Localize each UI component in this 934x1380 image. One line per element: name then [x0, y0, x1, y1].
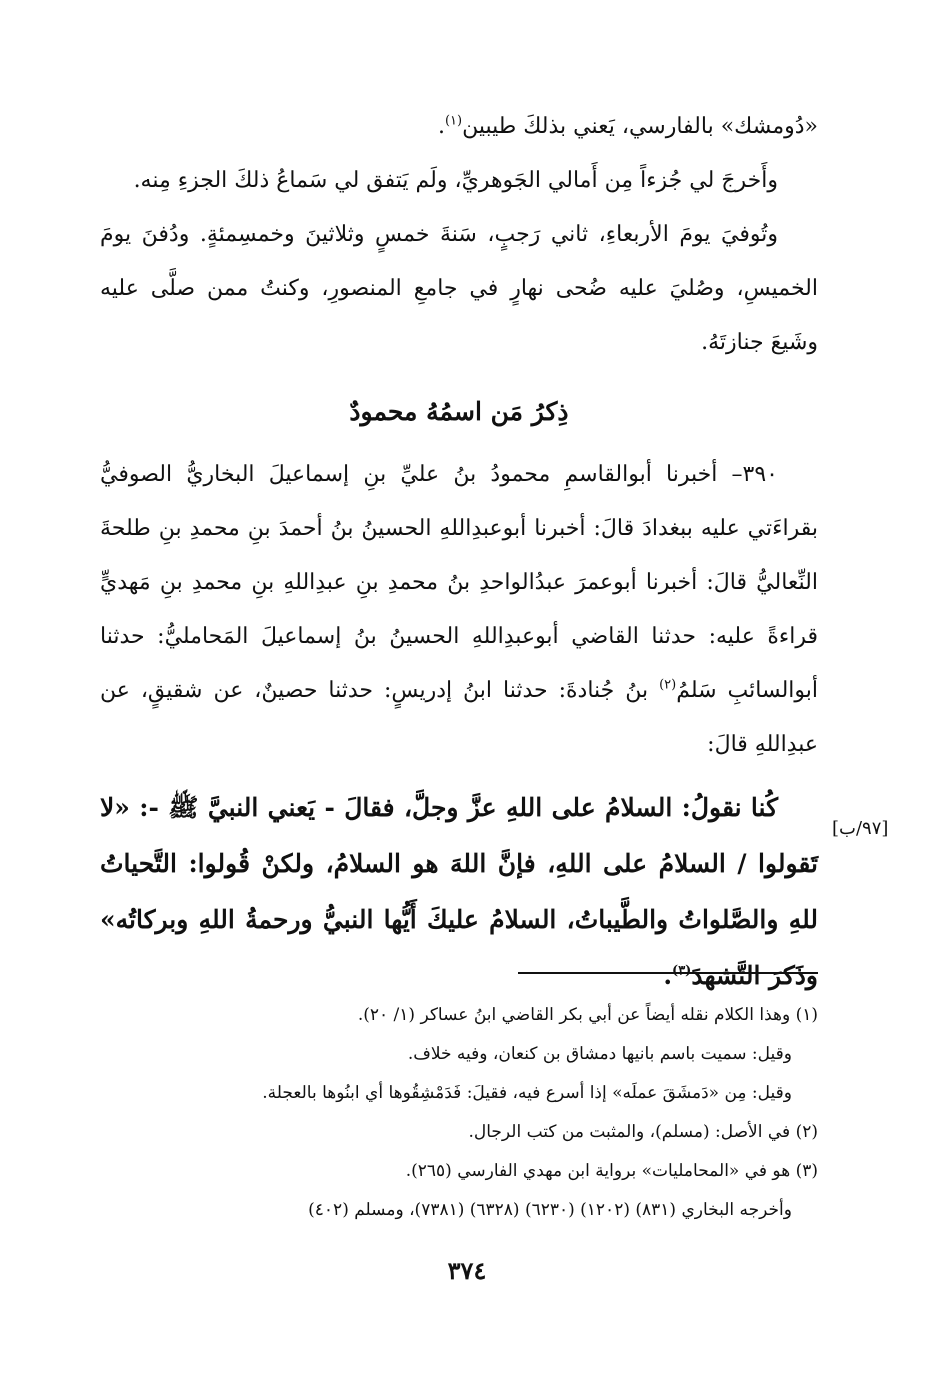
- paragraph-2: وأَخرجَ لي جُزءاً مِن أَمالي الجَوهريِّ، ولَم يَتفق لي سَماعُ ذلكَ الجزءِ مِنه.: [133, 168, 778, 193]
- footnote-1-continued: وقيل: مِن «دَمشَقَ عملَه» إذا أسرع فيه، فقيلَ: فَدَمْشِقُوها أي ابنُوها بالعجلة.: [262, 1083, 792, 1103]
- footnote-1-continued: وقيل: سميت باسم بانيها دمشاق بن كنعان، وفيه خلاف.: [407, 1044, 792, 1064]
- entry-390: [100, 448, 818, 772]
- hadith-end: .: [663, 961, 673, 990]
- paragraph-1-end: .: [437, 114, 445, 139]
- paragraph-1: [100, 100, 818, 154]
- page-number: ٣٧٤: [447, 1256, 487, 1285]
- footnote-3: (٣) هو في «المحامليات» برواية ابن مهدي الفارسي (٢٦٥).: [405, 1161, 818, 1181]
- paragraph-3: وتُوفيَ يومَ الأربعاءِ، ثاني رَجبٍ، سَنةَ خمسٍ وثلاثينَ وخمسِمئةٍ. ودُفنَ يومَ الخميسِ، وصُليَ عليه ضُحى نهارٍ في جامعِ المنصورِ، وكنتُ ممن صلَّى عليه وشَيعَ جنازتَهُ.: [100, 222, 818, 355]
- entry-390-text-end: بنُ جُنادةَ: حدثنا ابنُ إدريسٍ: حدثنا حصينٌ، عن شقيقٍ، عن عبدِاللهِ قالَ:: [100, 678, 818, 757]
- hadith-text: [100, 780, 818, 1004]
- footnote-1: (١) وهذا الكلام نقله أيضاً عن أبي بكر القاضي ابنُ عساكر (١/ ٢٠).: [357, 1005, 818, 1025]
- manuscript-folio-marker: [٩٧/ب]: [832, 818, 889, 839]
- footnote-separator: [518, 972, 818, 974]
- main-text: [100, 100, 818, 1004]
- hadith-body: كُنا نقولُ: السلامُ على اللهِ عزَّ وجلَّ، فقالَ - يَعني النبيَّ ﷺ -: «لا تَقولوا / السلامُ على اللهِ، فإنَّ اللهَ هو السلامُ، ولكنْ قُولوا: التَّحياتُ للهِ والصَّلواتُ والطَّيباتُ، السلامُ عليكَ أَيُّها النبيُّ ورحمةُ اللهِ وبركاتُه» وذَكرَ التَّشهدَ: [100, 793, 818, 990]
- footnote-ref-3: (٣): [672, 963, 692, 979]
- paragraph-1-text: «دُومشك» بالفارسي، يَعني بذلكَ طيبين: [462, 114, 818, 139]
- footnote-ref-2: (٢): [659, 677, 677, 693]
- footnote-2: (٢) في الأصل: (مسلم)، والمثبت من كتب الرجال.: [468, 1122, 818, 1142]
- entry-390-text: ٣٩٠– أخبرنا أبوالقاسمِ محمودُ بنُ عليِّ بنِ إسماعيلَ البخاريُّ الصوفيُّ بقراءَتي عليه ببغدادَ قالَ: أخبرنا أبوعبدِاللهِ الحسينُ بنُ أحمدَ بنِ محمدِ بنِ طلحةَ النِّعاليُّ قالَ: أخبرنا أبوعمرَ عبدُالواحدِ بنُ محمدِ بنِ عبدِاللهِ بنِ محمدِ بنِ مَهديٍّ قراءةً عليه: حدثنا القاضي أبوعبدِاللهِ الحسينُ بنُ إسماعيلَ المَحامليُّ: حدثنا أبوالسائبِ سَلمُ: [100, 462, 818, 703]
- footnotes: [100, 996, 818, 1230]
- section-heading: ذِكرُ مَن اسمُهُ محمودٌ: [349, 397, 569, 426]
- footnote-ref-1: (١): [444, 113, 463, 129]
- footnote-3-continued: وأخرجه البخاري (٨٣١) (١٢٠٢) (٦٢٣٠) (٦٣٢٨) (٧٣٨١)، ومسلم (٤٠٢): [308, 1200, 792, 1220]
